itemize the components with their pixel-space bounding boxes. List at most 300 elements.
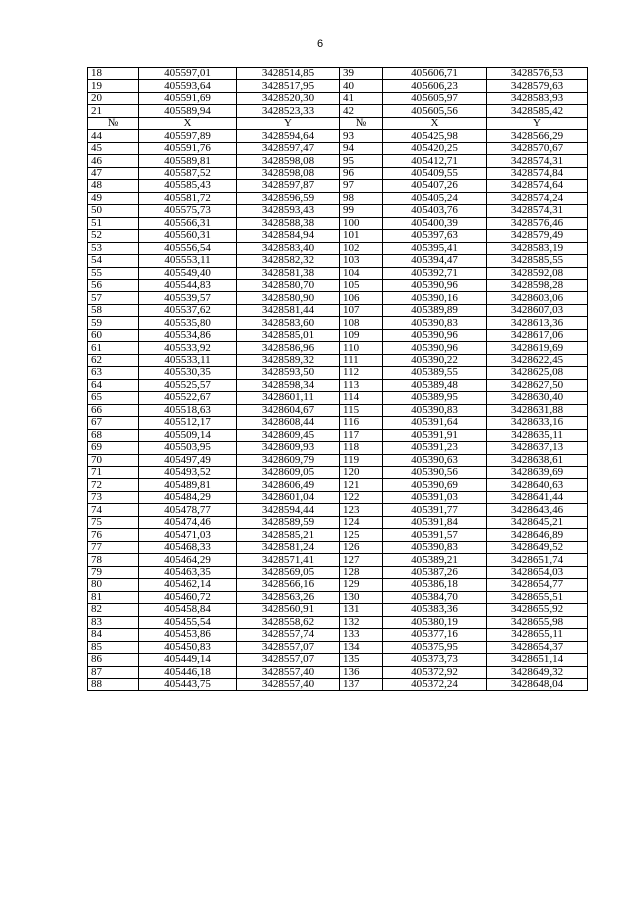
y-coordinate-cell: 3428654,37 xyxy=(487,641,588,653)
table-row xyxy=(88,130,588,142)
y-coordinate-cell: 3428651,14 xyxy=(487,654,588,666)
table-row xyxy=(88,467,588,479)
table-row xyxy=(88,516,588,528)
table-row xyxy=(88,678,588,690)
y-coordinate-cell: 3428609,05 xyxy=(237,467,340,479)
y-coordinate-cell: 3428589,32 xyxy=(237,354,340,366)
y-coordinate-cell: 3428655,11 xyxy=(487,629,588,641)
point-number-cell: 52 xyxy=(88,230,139,242)
x-coordinate-cell: 405390,96 xyxy=(383,329,487,341)
y-coordinate-cell: 3428631,88 xyxy=(487,404,588,416)
x-coordinate-cell: 405389,89 xyxy=(383,304,487,316)
x-coordinate-cell: 405522,67 xyxy=(139,392,237,404)
point-number-cell: 61 xyxy=(88,342,139,354)
x-coordinate-cell: 405380,19 xyxy=(383,616,487,628)
x-coordinate-cell: 405493,52 xyxy=(139,467,237,479)
x-coordinate-cell: 405389,95 xyxy=(383,392,487,404)
point-number-cell: 101 xyxy=(340,230,383,242)
y-coordinate-cell: 3428523,33 xyxy=(237,105,340,117)
point-number-cell: 76 xyxy=(88,529,139,541)
x-coordinate-cell: 405587,52 xyxy=(139,167,237,179)
point-number-cell: 42 xyxy=(340,105,383,117)
y-coordinate-cell: 3428655,51 xyxy=(487,591,588,603)
table-row xyxy=(88,404,588,416)
x-coordinate-cell: 405373,73 xyxy=(383,654,487,666)
y-coordinate-cell: 3428592,08 xyxy=(487,267,588,279)
point-number-cell: 55 xyxy=(88,267,139,279)
x-coordinate-cell: 405553,11 xyxy=(139,255,237,267)
y-coordinate-cell: 3428580,70 xyxy=(237,279,340,291)
point-number-cell: 126 xyxy=(340,541,383,553)
y-coordinate-cell: 3428583,60 xyxy=(237,317,340,329)
y-coordinate-cell: 3428598,28 xyxy=(487,279,588,291)
point-number-cell: 39 xyxy=(340,68,383,80)
point-number-cell: 44 xyxy=(88,130,139,142)
x-coordinate-cell: 405549,40 xyxy=(139,267,237,279)
x-coordinate-cell: 405585,43 xyxy=(139,180,237,192)
x-coordinate-cell: 405389,55 xyxy=(383,367,487,379)
point-number-cell: 134 xyxy=(340,641,383,653)
y-coordinate-cell: 3428649,32 xyxy=(487,666,588,678)
y-coordinate-cell: 3428654,77 xyxy=(487,579,588,591)
table-row xyxy=(88,379,588,391)
x-coordinate-cell: 405390,83 xyxy=(383,404,487,416)
x-coordinate-cell: 405471,03 xyxy=(139,529,237,541)
x-coordinate-cell: 405405,24 xyxy=(383,192,487,204)
x-coordinate-cell: 405390,16 xyxy=(383,292,487,304)
y-coordinate-cell: 3428594,64 xyxy=(237,130,340,142)
x-coordinate-cell: 405407,26 xyxy=(383,180,487,192)
y-coordinate-cell: 3428581,44 xyxy=(237,304,340,316)
point-number-cell: 49 xyxy=(88,192,139,204)
point-number-cell: 77 xyxy=(88,541,139,553)
y-coordinate-cell: 3428601,04 xyxy=(237,491,340,503)
x-coordinate-cell: 405450,83 xyxy=(139,641,237,653)
x-coordinate-cell: 405390,96 xyxy=(383,279,487,291)
x-coordinate-cell: 405391,03 xyxy=(383,491,487,503)
x-coordinate-cell: 405589,94 xyxy=(139,105,237,117)
point-number-cell: 74 xyxy=(88,504,139,516)
x-coordinate-cell: 405392,71 xyxy=(383,267,487,279)
y-coordinate-cell: 3428574,64 xyxy=(487,180,588,192)
y-coordinate-cell: 3428588,38 xyxy=(237,217,340,229)
x-coordinate-cell: 405597,01 xyxy=(139,68,237,80)
point-number-cell: 99 xyxy=(340,205,383,217)
point-number-cell: 81 xyxy=(88,591,139,603)
point-number-cell: 19 xyxy=(88,80,139,92)
y-coordinate-cell: 3428648,04 xyxy=(487,678,588,690)
y-coordinate-cell: 3428633,16 xyxy=(487,417,588,429)
x-coordinate-cell: 405556,54 xyxy=(139,242,237,254)
x-coordinate-cell: 405390,63 xyxy=(383,454,487,466)
table-row xyxy=(88,255,588,267)
y-coordinate-cell: 3428579,49 xyxy=(487,230,588,242)
y-coordinate-cell: 3428639,69 xyxy=(487,467,588,479)
y-coordinate-cell: 3428574,84 xyxy=(487,167,588,179)
point-number-cell: 121 xyxy=(340,479,383,491)
point-number-cell: 118 xyxy=(340,442,383,454)
x-coordinate-cell: 405589,81 xyxy=(139,155,237,167)
table-row xyxy=(88,267,588,279)
point-number-cell: 93 xyxy=(340,130,383,142)
table-row xyxy=(88,616,588,628)
point-number-cell: 127 xyxy=(340,554,383,566)
x-coordinate-cell: 405391,77 xyxy=(383,504,487,516)
point-number-cell: 116 xyxy=(340,417,383,429)
x-coordinate-cell: 405372,92 xyxy=(383,666,487,678)
point-number-cell: 95 xyxy=(340,155,383,167)
point-number-cell: 112 xyxy=(340,367,383,379)
x-coordinate-cell: 405544,83 xyxy=(139,279,237,291)
x-coordinate-cell: 405395,41 xyxy=(383,242,487,254)
y-coordinate-cell: 3428570,67 xyxy=(487,142,588,154)
point-number-cell: 103 xyxy=(340,255,383,267)
table-row xyxy=(88,529,588,541)
table-row xyxy=(88,304,588,316)
column-header: Y xyxy=(487,117,588,129)
x-coordinate-cell: 405489,81 xyxy=(139,479,237,491)
point-number-cell: 109 xyxy=(340,329,383,341)
point-number-cell: 47 xyxy=(88,167,139,179)
y-coordinate-cell: 3428609,79 xyxy=(237,454,340,466)
y-coordinate-cell: 3428557,07 xyxy=(237,654,340,666)
x-coordinate-cell: 405581,72 xyxy=(139,192,237,204)
y-coordinate-cell: 3428585,42 xyxy=(487,105,588,117)
point-number-cell: 60 xyxy=(88,329,139,341)
y-coordinate-cell: 3428597,87 xyxy=(237,180,340,192)
y-coordinate-cell: 3428596,59 xyxy=(237,192,340,204)
point-number-cell: 46 xyxy=(88,155,139,167)
y-coordinate-cell: 3428558,62 xyxy=(237,616,340,628)
y-coordinate-cell: 3428574,31 xyxy=(487,155,588,167)
x-coordinate-cell: 405530,35 xyxy=(139,367,237,379)
point-number-cell: 75 xyxy=(88,516,139,528)
x-coordinate-cell: 405443,75 xyxy=(139,678,237,690)
x-coordinate-cell: 405606,71 xyxy=(383,68,487,80)
y-coordinate-cell: 3428581,38 xyxy=(237,267,340,279)
y-coordinate-cell: 3428635,11 xyxy=(487,429,588,441)
y-coordinate-cell: 3428566,16 xyxy=(237,579,340,591)
table-row xyxy=(88,155,588,167)
x-coordinate-cell: 405605,56 xyxy=(383,105,487,117)
x-coordinate-cell: 405534,86 xyxy=(139,329,237,341)
point-number-cell: 97 xyxy=(340,180,383,192)
y-coordinate-cell: 3428574,24 xyxy=(487,192,588,204)
y-coordinate-cell: 3428598,34 xyxy=(237,379,340,391)
x-coordinate-cell: 405391,84 xyxy=(383,516,487,528)
point-number-cell: 71 xyxy=(88,467,139,479)
x-coordinate-cell: 405453,86 xyxy=(139,629,237,641)
table-row xyxy=(88,92,588,104)
y-coordinate-cell: 3428598,08 xyxy=(237,167,340,179)
y-coordinate-cell: 3428622,45 xyxy=(487,354,588,366)
y-coordinate-cell: 3428563,26 xyxy=(237,591,340,603)
y-coordinate-cell: 3428581,24 xyxy=(237,541,340,553)
y-coordinate-cell: 3428585,01 xyxy=(237,329,340,341)
point-number-cell: 96 xyxy=(340,167,383,179)
point-number-cell: 111 xyxy=(340,354,383,366)
y-coordinate-cell: 3428627,50 xyxy=(487,379,588,391)
table-row xyxy=(88,479,588,491)
x-coordinate-cell: 405397,63 xyxy=(383,230,487,242)
x-coordinate-cell: 405464,29 xyxy=(139,554,237,566)
x-coordinate-cell: 405391,23 xyxy=(383,442,487,454)
x-coordinate-cell: 405387,26 xyxy=(383,566,487,578)
point-number-cell: 66 xyxy=(88,404,139,416)
point-number-cell: 73 xyxy=(88,491,139,503)
y-coordinate-cell: 3428651,74 xyxy=(487,554,588,566)
table-row xyxy=(88,491,588,503)
point-number-cell: 82 xyxy=(88,604,139,616)
point-number-cell: 50 xyxy=(88,205,139,217)
table-row xyxy=(88,666,588,678)
x-coordinate-cell: 405591,76 xyxy=(139,142,237,154)
x-coordinate-cell: 405484,29 xyxy=(139,491,237,503)
point-number-cell: 67 xyxy=(88,417,139,429)
point-number-cell: 70 xyxy=(88,454,139,466)
y-coordinate-cell: 3428566,29 xyxy=(487,130,588,142)
page-number: 6 xyxy=(316,38,324,50)
table-row xyxy=(88,342,588,354)
point-number-cell: 72 xyxy=(88,479,139,491)
point-number-cell: 80 xyxy=(88,579,139,591)
y-coordinate-cell: 3428557,40 xyxy=(237,666,340,678)
x-coordinate-cell: 405372,24 xyxy=(383,678,487,690)
y-coordinate-cell: 3428646,89 xyxy=(487,529,588,541)
point-number-cell: 48 xyxy=(88,180,139,192)
point-number-cell: 53 xyxy=(88,242,139,254)
table-row xyxy=(88,429,588,441)
point-number-cell: 79 xyxy=(88,566,139,578)
x-coordinate-cell: 405375,95 xyxy=(383,641,487,653)
x-coordinate-cell: 405449,14 xyxy=(139,654,237,666)
x-coordinate-cell: 405468,33 xyxy=(139,541,237,553)
y-coordinate-cell: 3428589,59 xyxy=(237,516,340,528)
y-coordinate-cell: 3428576,53 xyxy=(487,68,588,80)
x-coordinate-cell: 405474,46 xyxy=(139,516,237,528)
point-number-cell: 69 xyxy=(88,442,139,454)
x-coordinate-cell: 405383,36 xyxy=(383,604,487,616)
point-number-cell: 85 xyxy=(88,641,139,653)
y-coordinate-cell: 3428574,31 xyxy=(487,205,588,217)
x-coordinate-cell: 405391,57 xyxy=(383,529,487,541)
y-coordinate-cell: 3428579,63 xyxy=(487,80,588,92)
x-coordinate-cell: 405391,91 xyxy=(383,429,487,441)
x-coordinate-cell: 405503,95 xyxy=(139,442,237,454)
point-number-cell: 114 xyxy=(340,392,383,404)
table-row xyxy=(88,317,588,329)
column-header: № xyxy=(88,117,139,129)
x-coordinate-cell: 405593,64 xyxy=(139,80,237,92)
table-row xyxy=(88,579,588,591)
y-coordinate-cell: 3428594,44 xyxy=(237,504,340,516)
x-coordinate-cell: 405390,83 xyxy=(383,317,487,329)
y-coordinate-cell: 3428625,08 xyxy=(487,367,588,379)
point-number-cell: 63 xyxy=(88,367,139,379)
x-coordinate-cell: 405597,89 xyxy=(139,130,237,142)
point-number-cell: 128 xyxy=(340,566,383,578)
y-coordinate-cell: 3428637,13 xyxy=(487,442,588,454)
y-coordinate-cell: 3428640,63 xyxy=(487,479,588,491)
table-row xyxy=(88,105,588,117)
point-number-cell: 106 xyxy=(340,292,383,304)
point-number-cell: 110 xyxy=(340,342,383,354)
table-row xyxy=(88,230,588,242)
y-coordinate-cell: 3428638,61 xyxy=(487,454,588,466)
y-coordinate-cell: 3428609,45 xyxy=(237,429,340,441)
table-row xyxy=(88,279,588,291)
point-number-cell: 104 xyxy=(340,267,383,279)
y-coordinate-cell: 3428619,69 xyxy=(487,342,588,354)
table-row xyxy=(88,454,588,466)
x-coordinate-cell: 405412,71 xyxy=(383,155,487,167)
y-coordinate-cell: 3428597,47 xyxy=(237,142,340,154)
y-coordinate-cell: 3428582,32 xyxy=(237,255,340,267)
y-coordinate-cell: 3428571,41 xyxy=(237,554,340,566)
point-number-cell: 135 xyxy=(340,654,383,666)
y-coordinate-cell: 3428580,90 xyxy=(237,292,340,304)
point-number-cell: 105 xyxy=(340,279,383,291)
x-coordinate-cell: 405509,14 xyxy=(139,429,237,441)
x-coordinate-cell: 405394,47 xyxy=(383,255,487,267)
y-coordinate-cell: 3428593,43 xyxy=(237,205,340,217)
point-number-cell: 136 xyxy=(340,666,383,678)
table-row xyxy=(88,242,588,254)
x-coordinate-cell: 405390,56 xyxy=(383,467,487,479)
table-row xyxy=(88,566,588,578)
y-coordinate-cell: 3428514,85 xyxy=(237,68,340,80)
x-coordinate-cell: 405425,98 xyxy=(383,130,487,142)
point-number-cell: 18 xyxy=(88,68,139,80)
point-number-cell: 94 xyxy=(340,142,383,154)
x-coordinate-cell: 405390,69 xyxy=(383,479,487,491)
table-row xyxy=(88,68,588,80)
table-row xyxy=(88,417,588,429)
coordinates-table xyxy=(87,67,588,691)
y-coordinate-cell: 3428608,44 xyxy=(237,417,340,429)
y-coordinate-cell: 3428613,36 xyxy=(487,317,588,329)
y-coordinate-cell: 3428520,30 xyxy=(237,92,340,104)
table-row xyxy=(88,217,588,229)
table-row xyxy=(88,591,588,603)
table-row xyxy=(88,629,588,641)
x-coordinate-cell: 405518,63 xyxy=(139,404,237,416)
table-row xyxy=(88,192,588,204)
x-coordinate-cell: 405497,49 xyxy=(139,454,237,466)
table-row xyxy=(88,392,588,404)
y-coordinate-cell: 3428654,03 xyxy=(487,566,588,578)
x-coordinate-cell: 405606,23 xyxy=(383,80,487,92)
table-row xyxy=(88,180,588,192)
table-row xyxy=(88,367,588,379)
point-number-cell: 98 xyxy=(340,192,383,204)
x-coordinate-cell: 405478,77 xyxy=(139,504,237,516)
y-coordinate-cell: 3428557,40 xyxy=(237,678,340,690)
table-row xyxy=(88,541,588,553)
table-header-row xyxy=(88,117,588,129)
y-coordinate-cell: 3428609,93 xyxy=(237,442,340,454)
point-number-cell: 54 xyxy=(88,255,139,267)
x-coordinate-cell: 405389,21 xyxy=(383,554,487,566)
x-coordinate-cell: 405463,35 xyxy=(139,566,237,578)
column-header: X xyxy=(383,117,487,129)
y-coordinate-cell: 3428655,98 xyxy=(487,616,588,628)
y-coordinate-cell: 3428560,91 xyxy=(237,604,340,616)
point-number-cell: 59 xyxy=(88,317,139,329)
point-number-cell: 88 xyxy=(88,678,139,690)
table-row xyxy=(88,442,588,454)
y-coordinate-cell: 3428645,21 xyxy=(487,516,588,528)
point-number-cell: 56 xyxy=(88,279,139,291)
x-coordinate-cell: 405537,62 xyxy=(139,304,237,316)
y-coordinate-cell: 3428584,94 xyxy=(237,230,340,242)
point-number-cell: 58 xyxy=(88,304,139,316)
point-number-cell: 132 xyxy=(340,616,383,628)
x-coordinate-cell: 405533,11 xyxy=(139,354,237,366)
x-coordinate-cell: 405389,48 xyxy=(383,379,487,391)
x-coordinate-cell: 405458,84 xyxy=(139,604,237,616)
x-coordinate-cell: 405390,83 xyxy=(383,541,487,553)
table-row xyxy=(88,604,588,616)
y-coordinate-cell: 3428583,40 xyxy=(237,242,340,254)
y-coordinate-cell: 3428569,05 xyxy=(237,566,340,578)
y-coordinate-cell: 3428598,08 xyxy=(237,155,340,167)
table-row xyxy=(88,167,588,179)
column-header: № xyxy=(340,117,383,129)
table-row xyxy=(88,354,588,366)
y-coordinate-cell: 3428655,92 xyxy=(487,604,588,616)
point-number-cell: 131 xyxy=(340,604,383,616)
x-coordinate-cell: 405539,57 xyxy=(139,292,237,304)
point-number-cell: 87 xyxy=(88,666,139,678)
point-number-cell: 62 xyxy=(88,354,139,366)
x-coordinate-cell: 405525,57 xyxy=(139,379,237,391)
point-number-cell: 65 xyxy=(88,392,139,404)
x-coordinate-cell: 405386,18 xyxy=(383,579,487,591)
y-coordinate-cell: 3428585,21 xyxy=(237,529,340,541)
point-number-cell: 113 xyxy=(340,379,383,391)
point-number-cell: 40 xyxy=(340,80,383,92)
x-coordinate-cell: 405591,69 xyxy=(139,92,237,104)
point-number-cell: 124 xyxy=(340,516,383,528)
x-coordinate-cell: 405390,96 xyxy=(383,342,487,354)
x-coordinate-cell: 405384,70 xyxy=(383,591,487,603)
point-number-cell: 137 xyxy=(340,678,383,690)
x-coordinate-cell: 405535,80 xyxy=(139,317,237,329)
point-number-cell: 41 xyxy=(340,92,383,104)
y-coordinate-cell: 3428583,19 xyxy=(487,242,588,254)
column-header: X xyxy=(139,117,237,129)
x-coordinate-cell: 405462,14 xyxy=(139,579,237,591)
y-coordinate-cell: 3428606,49 xyxy=(237,479,340,491)
point-number-cell: 115 xyxy=(340,404,383,416)
point-number-cell: 129 xyxy=(340,579,383,591)
y-coordinate-cell: 3428585,55 xyxy=(487,255,588,267)
table-row xyxy=(88,80,588,92)
point-number-cell: 78 xyxy=(88,554,139,566)
table-row xyxy=(88,654,588,666)
y-coordinate-cell: 3428643,46 xyxy=(487,504,588,516)
x-coordinate-cell: 405460,72 xyxy=(139,591,237,603)
point-number-cell: 84 xyxy=(88,629,139,641)
point-number-cell: 125 xyxy=(340,529,383,541)
x-coordinate-cell: 405420,25 xyxy=(383,142,487,154)
x-coordinate-cell: 405512,17 xyxy=(139,417,237,429)
x-coordinate-cell: 405575,73 xyxy=(139,205,237,217)
y-coordinate-cell: 3428557,74 xyxy=(237,629,340,641)
x-coordinate-cell: 405377,16 xyxy=(383,629,487,641)
y-coordinate-cell: 3428576,46 xyxy=(487,217,588,229)
